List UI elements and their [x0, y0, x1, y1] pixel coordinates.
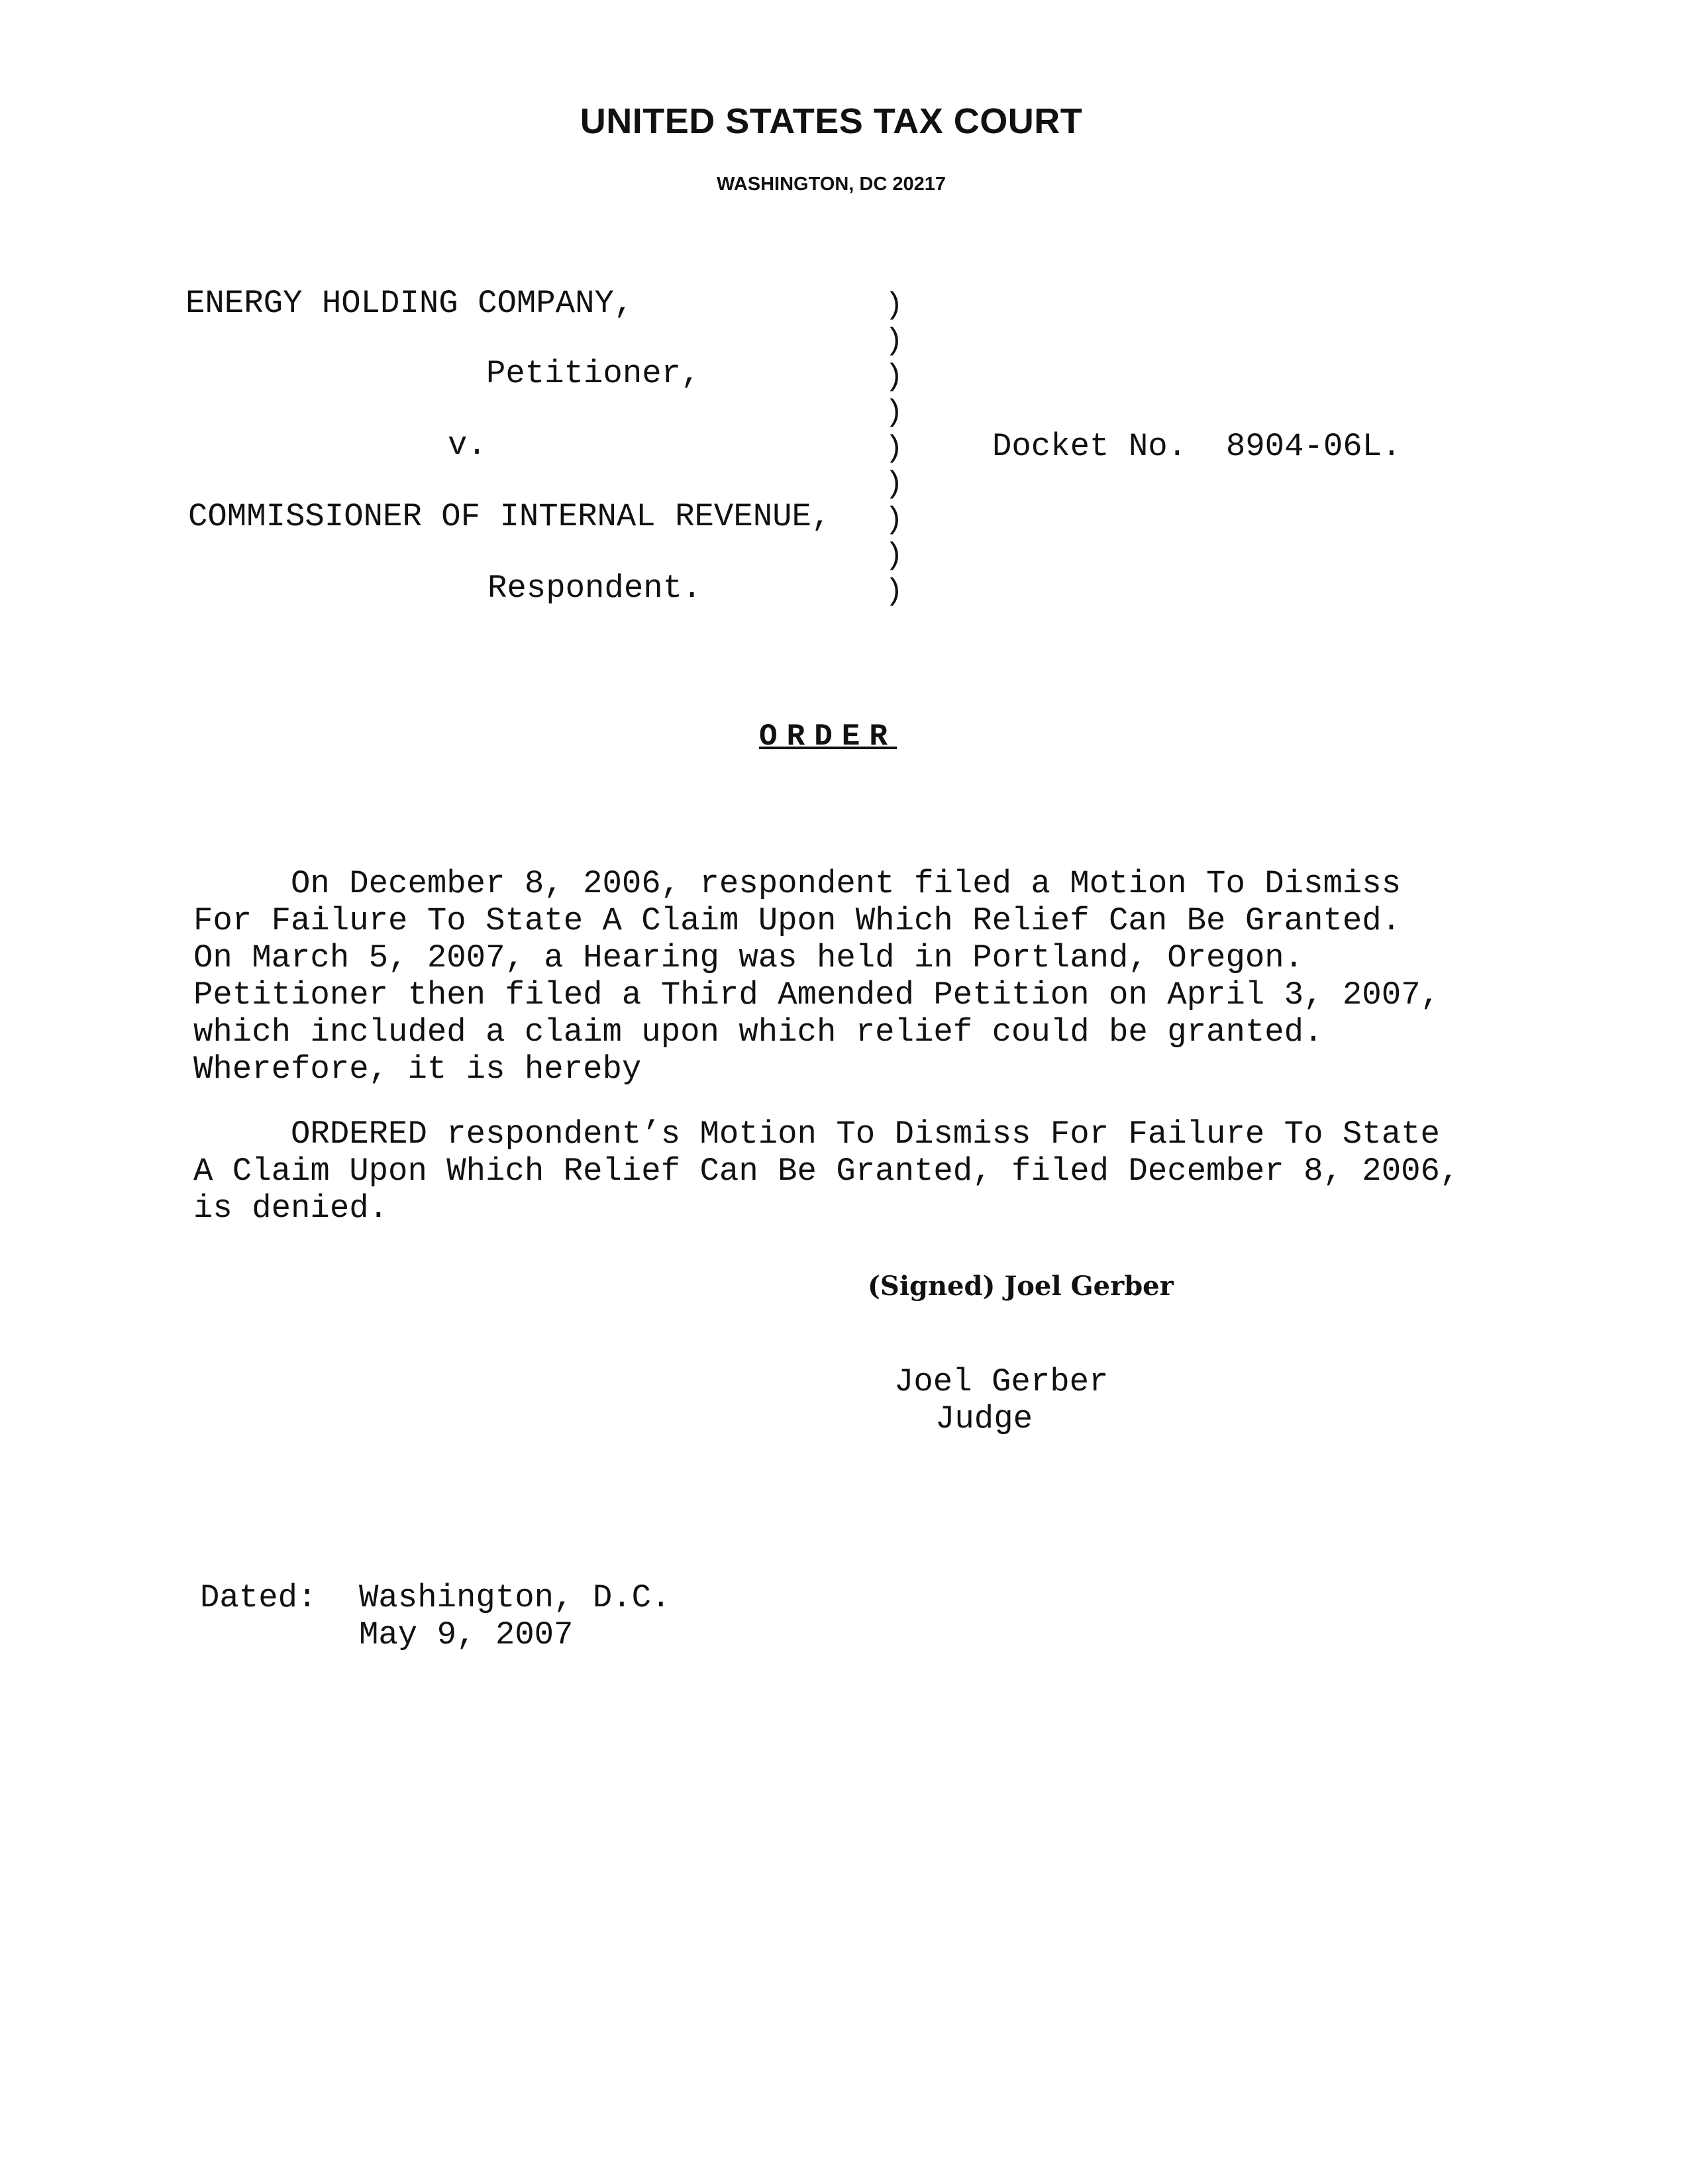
signed-stamp: (Signed) Joel Gerber: [868, 1271, 1174, 1302]
order-paragraph-1-line: For Failure To State A Claim Upon Which Relief Can Be Granted.: [193, 902, 1402, 939]
caption-paren-column: [885, 287, 911, 609]
petitioner-role: Petitioner,: [486, 355, 701, 392]
judge-title: Judge: [935, 1400, 1033, 1437]
order-paragraph-1-line: Wherefore, it is hereby: [193, 1051, 642, 1088]
petitioner-name: ENERGY HOLDING COMPANY,: [185, 285, 634, 322]
order-heading: ORDER: [758, 719, 897, 754]
docket-number: Docket No. 8904-06L.: [992, 428, 1402, 465]
order-paragraph-1-line: Petitioner then filed a Third Amended Petition on April 3, 2007,: [193, 976, 1440, 1014]
order-paragraph-2-line: A Claim Upon Which Relief Can Be Granted, filed December 8, 2006,: [193, 1153, 1460, 1190]
order-paragraph-1-line: On December 8, 2006, respondent filed a Motion To Dismiss: [193, 865, 1402, 902]
order-paragraph-2-line: ORDERED respondent’s Motion To Dismiss For Failure To State: [193, 1116, 1440, 1153]
dated-place: Washington, D.C.: [359, 1579, 671, 1616]
order-paragraph-1-line: On March 5, 2007, a Hearing was held in Portland, Oregon.: [193, 939, 1304, 976]
caption-paren: ): [885, 324, 903, 358]
caption-paren: ): [885, 539, 903, 573]
caption-paren: ): [885, 360, 903, 394]
respondent-name: COMMISSIONER OF INTERNAL REVENUE,: [188, 498, 831, 535]
order-paragraph-1-line: which included a claim upon which relief could be granted.: [193, 1014, 1323, 1051]
caption-paren: ): [885, 503, 903, 537]
caption-paren: ): [885, 288, 903, 323]
caption-paren: ): [885, 574, 903, 609]
caption-paren: ): [885, 395, 903, 430]
judge-name: Joel Gerber: [894, 1363, 1109, 1400]
dated-date: May 9, 2007: [359, 1616, 574, 1653]
caption-paren: ): [885, 431, 903, 466]
court-address: WASHINGTON, DC 20217: [717, 174, 946, 195]
dated-label: Dated:: [200, 1579, 317, 1616]
respondent-role: Respondent.: [487, 570, 702, 607]
caption-paren: ): [885, 467, 903, 501]
order-paragraph-2-line: is denied.: [193, 1190, 389, 1227]
court-name: UNITED STATES TAX COURT: [580, 101, 1083, 141]
versus: v.: [448, 427, 487, 464]
